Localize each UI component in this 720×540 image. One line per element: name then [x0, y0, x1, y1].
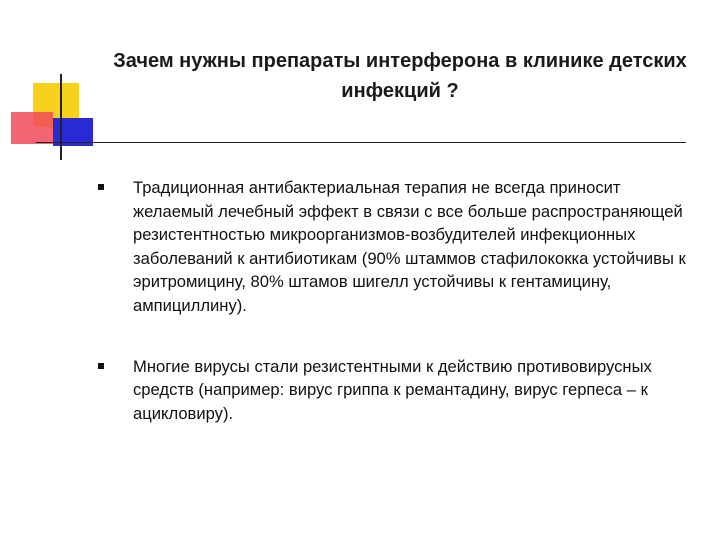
bullet-text: Традиционная антибактериальная терапия не всегда приносит желаемый лечебный эффект в связи с все больше распространяющей резистентностью микроорганизмов-возбудителей инфекционных заболеваний к антибиотикам (90% штаммов стафилококка устойчивы к эритромицину, 80% штамов шигелл устойчивы к гентамицину, ампициллину).: [133, 178, 686, 315]
bullet-text: Многие вирусы стали резистентными к действию противовирусных средств (например: вирус гриппа к ремантадину, вирус герпеса – к ацикловиру).: [133, 356, 652, 423]
bullet-list: [96, 176, 696, 425]
list-item: [96, 176, 696, 318]
slide-title: Зачем нужны препараты интерферона в клинике детских инфекций ?: [113, 50, 687, 102]
list-item: [96, 355, 696, 426]
title-divider: [36, 142, 686, 143]
decor-red-square: [11, 112, 53, 144]
square-bullet-icon: [98, 363, 104, 369]
square-bullet-icon: [98, 184, 104, 190]
decor-vertical-line: [60, 74, 62, 160]
